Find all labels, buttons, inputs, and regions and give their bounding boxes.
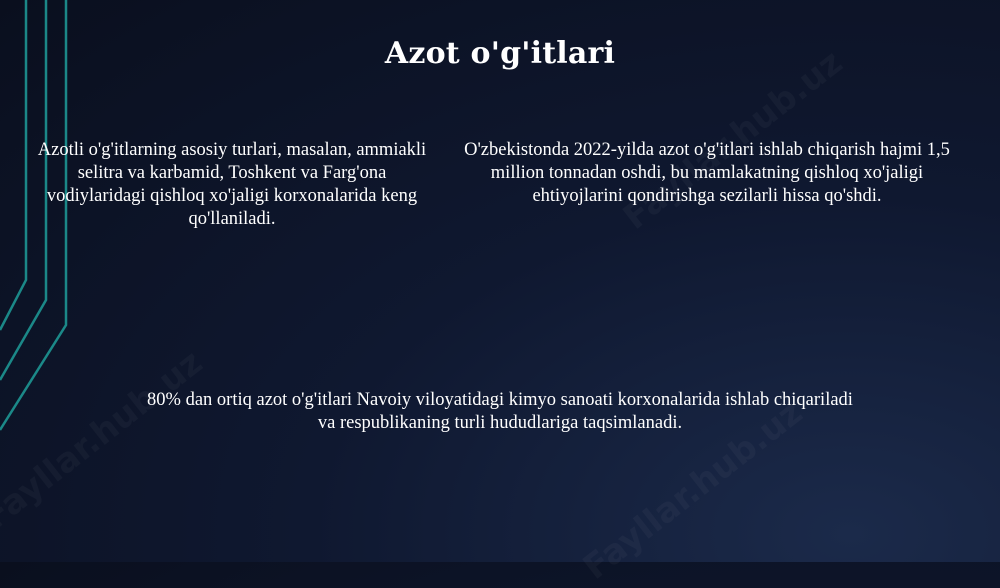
right-paragraph: O'zbekistonda 2022-yilda azot o'g'itlari ishlab chiqarish hajmi 1,5 million tonnadan oshdi, bu mamlakatning qishloq xo'jaligi ehtiyojlarini qondirishga sezilarli hissa qo'shdi. (464, 140, 950, 206)
bottom-paragraph: 80% dan ortiq azot o'g'itlari Navoiy viloyatidagi kimyo sanoati korxonalarida ishlab chiqariladi va respublikaning turli hududlariga taqsimlanadi. (147, 390, 853, 433)
left-paragraph: Azotli o'g'itlarning asosiy turlari, masalan, ammiakli selitra va karbamid, Toshkent va Farg'ona vodiylaridagi qishloq xo'jaligi korxonalarida keng qo'llaniladi. (37, 140, 427, 229)
slide-title: Azot o'g'itlari (384, 36, 616, 71)
